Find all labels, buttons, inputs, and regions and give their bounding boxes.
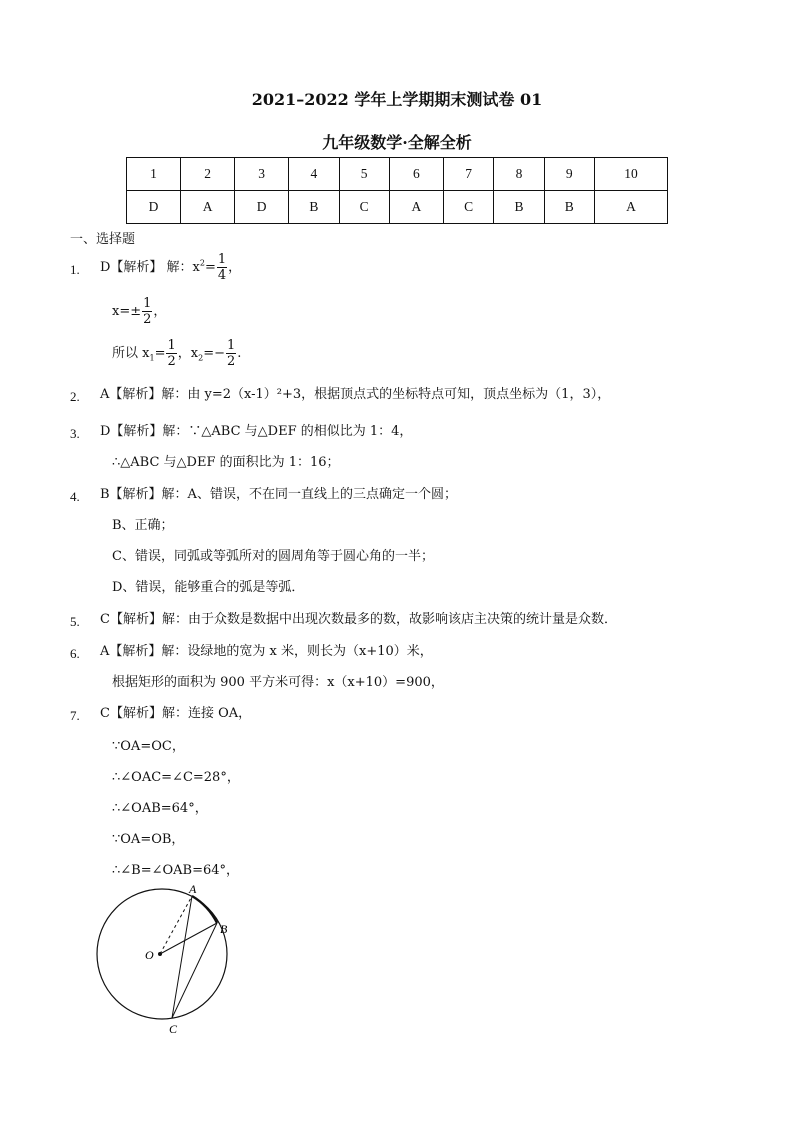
fraction-denominator: 2: [226, 354, 236, 369]
q3-line-1: D【解析】解：∵△ABC 与△DEF 的相似比为 1：4，: [100, 424, 413, 439]
question-number: 5.: [70, 614, 80, 629]
q1-text: ，x: [177, 346, 199, 361]
question-number-cell: 9: [544, 158, 594, 191]
q7-line-1: C【解析】解：连接 OA，: [100, 706, 252, 721]
question-number: 6.: [70, 646, 80, 661]
q6-line-1: A【解析】解：设绿地的宽为 x 米，则长为（x+10）米，: [100, 644, 433, 659]
question-number: 7.: [70, 708, 80, 723]
equals-sign: =: [204, 260, 216, 275]
fraction-denominator: 4: [217, 268, 227, 283]
q1-line-3: [112, 338, 241, 369]
question-number-cell: 3: [235, 158, 289, 191]
fraction: [217, 252, 227, 283]
answer-cell: D: [127, 191, 181, 224]
question-number-cell: 1: [127, 158, 181, 191]
punctuation: .: [237, 346, 242, 361]
q4-line-2: B、正确；: [112, 518, 174, 533]
q4-line-1: B【解析】解：A、错误，不在同一直线上的三点确定一个圆；: [100, 487, 457, 502]
q2-line-1: A【解析】解：由 y=2（x-1）²+3，根据顶点式的坐标特点可知，顶点坐标为（1，3），: [100, 387, 611, 402]
label-a: A: [189, 882, 197, 896]
punctuation: ，: [153, 304, 167, 319]
q7-line-2: ∵OA=OC，: [112, 739, 185, 754]
fraction-numerator: 1: [217, 252, 227, 267]
question-number: 1.: [70, 262, 80, 277]
center-point: [158, 952, 162, 956]
subscript: 2: [198, 353, 204, 363]
segment-ac: [172, 896, 192, 1018]
section-heading: 一、选择题: [70, 232, 136, 247]
question-number-cell: 4: [289, 158, 339, 191]
label-b: B: [220, 922, 228, 936]
question-number-cell: 7: [443, 158, 493, 191]
answer-cell: A: [181, 191, 235, 224]
answer-cell: D: [235, 191, 289, 224]
question-number-cell: 10: [594, 158, 667, 191]
fraction-denominator: 2: [167, 354, 176, 369]
fraction-numerator: 1: [143, 296, 152, 311]
punctuation: ，: [228, 260, 242, 275]
answer-cell: A: [594, 191, 667, 224]
answer-cell: A: [389, 191, 443, 224]
question-number-cell: 2: [181, 158, 235, 191]
q7-line-4: ∴∠OAB=64°，: [112, 801, 208, 816]
q1-text: D【解析】 解：x: [100, 260, 200, 275]
question-number: 2.: [70, 389, 80, 404]
equals-sign: =: [154, 346, 166, 361]
q1-line-2: [112, 296, 166, 327]
arc-ab: [192, 896, 217, 923]
q7-line-3: ∴∠OAC=∠C=28°，: [112, 770, 240, 785]
fraction: [166, 338, 176, 369]
circle-geometry-figure: [92, 878, 252, 1038]
segment-bc: [172, 923, 217, 1018]
answer-table-header-row: [127, 158, 668, 191]
q3-line-2: ∴△ABC 与△DEF 的面积比为 1：16；: [112, 455, 340, 470]
q1-text: x=±: [112, 304, 142, 319]
answer-cell: B: [544, 191, 594, 224]
q1-line-1: [100, 252, 241, 283]
fraction: [226, 338, 236, 369]
question-number-cell: 8: [494, 158, 544, 191]
equals-sign: =−: [203, 346, 225, 361]
subscript: 1: [149, 353, 155, 363]
q6-line-2: 根据矩形的面积为 900 平方米可得：x（x+10）=900，: [112, 675, 444, 690]
page-subtitle: 九年级数学·全解全析: [322, 133, 472, 152]
question-number-cell: 5: [339, 158, 389, 191]
label-o: O: [145, 948, 154, 962]
page-title: 2021–2022 学年上学期期末测试卷 01: [251, 90, 543, 109]
fraction-numerator: 1: [226, 338, 236, 353]
answer-cell: C: [443, 191, 493, 224]
question-number-cell: 6: [389, 158, 443, 191]
segment-ob: [160, 923, 217, 954]
q5-line-1: C【解析】解：由于众数是数据中出现次数最多的数，故影响该店主决策的统计量是众数．: [100, 612, 617, 627]
answer-table-answer-row: [127, 191, 668, 224]
answer-table: [126, 157, 668, 224]
q7-line-5: ∵OA=OB，: [112, 832, 185, 847]
exponent: 2: [199, 258, 205, 268]
q4-line-4: D、错误，能够重合的弧是等弧．: [112, 580, 305, 595]
q1-text: 所以 x: [112, 346, 150, 361]
label-c: C: [169, 1022, 178, 1036]
answer-cell: B: [289, 191, 339, 224]
fraction-numerator: 1: [167, 338, 176, 353]
q4-line-3: C、错误，同弧或等弧所对的圆周角等于圆心角的一半；: [112, 549, 434, 564]
question-number: 4.: [70, 489, 80, 504]
q7-line-6: ∴∠B=∠OAB=64°，: [112, 863, 240, 878]
answer-cell: C: [339, 191, 389, 224]
fraction-denominator: 2: [143, 312, 152, 327]
fraction: [142, 296, 152, 327]
answer-cell: B: [494, 191, 544, 224]
question-number: 3.: [70, 426, 80, 441]
